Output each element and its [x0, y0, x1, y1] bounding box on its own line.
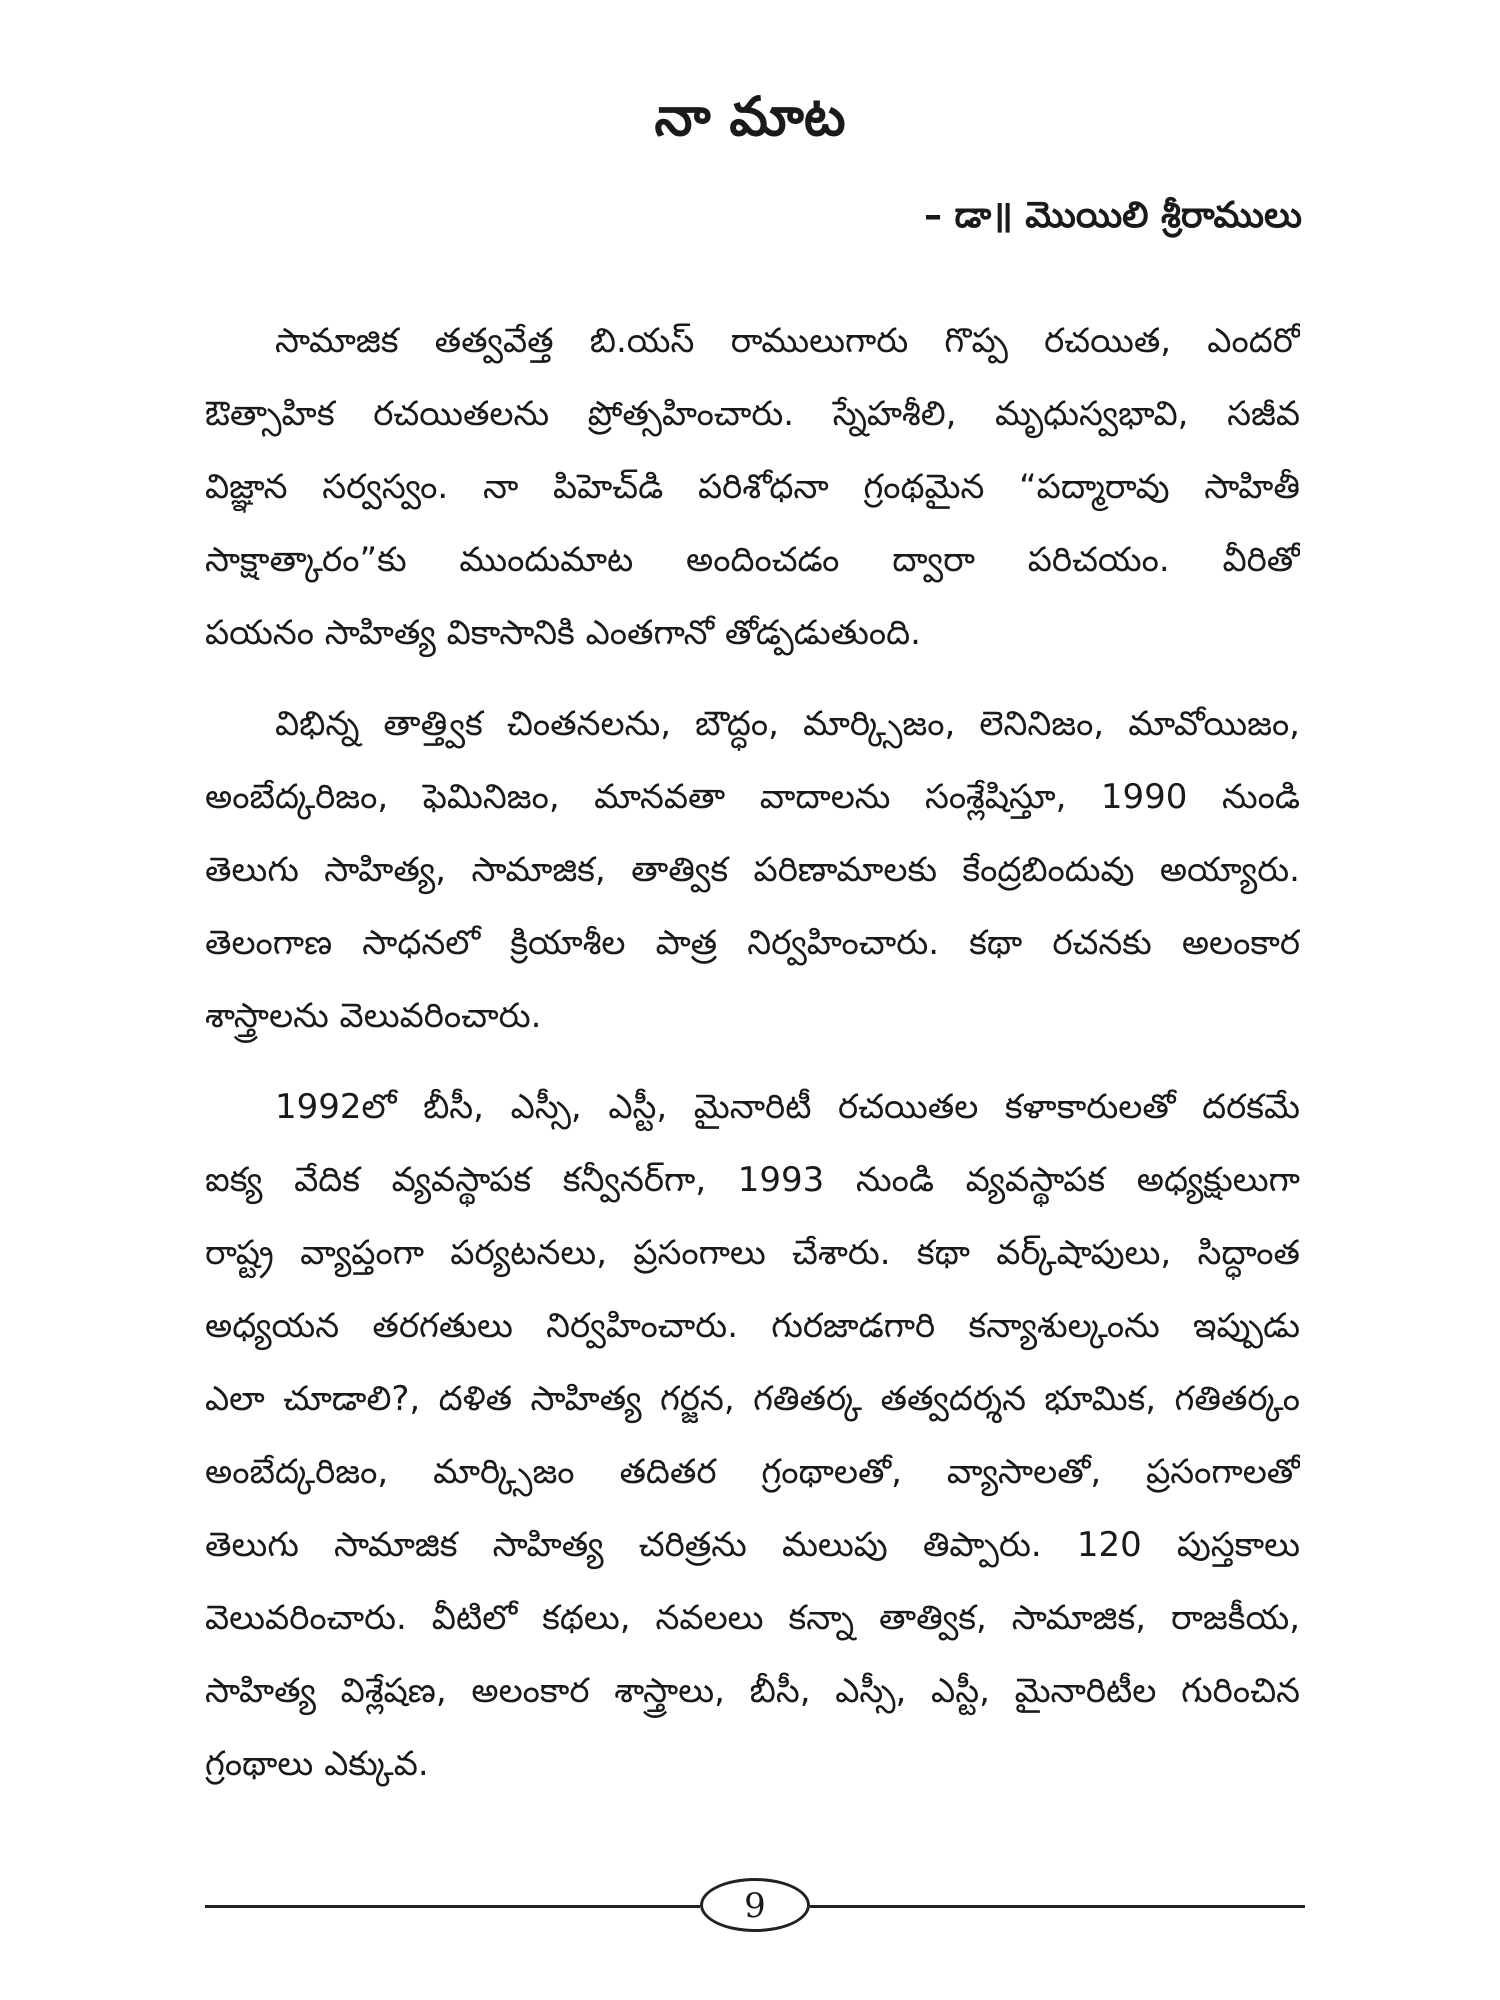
paragraph	[205, 1071, 1300, 1801]
text-line: రాష్ట్ర వ్యాప్తంగా పర్యటనలు, ప్రసంగాలు చేశారు. కథా వర్క్‌షాపులు, సిద్ధాంత	[205, 1233, 1300, 1273]
text-line: సామాజిక తత్వవేత్త బి.యస్ రాములుగారు గొప్ప రచయిత, ఎందరో	[275, 321, 1300, 361]
text-line: విజ్ఞాన సర్వస్వం. నా పిహెచ్‌డి పరిశోధనా గ్రంథమైన “పద్మారావు సాహితీ	[205, 467, 1300, 507]
text-line: ఎలా చూడాలి?, దళిత సాహిత్య గర్జన, గతితర్క తత్వదర్శన భూమిక, గతితర్కం	[205, 1379, 1300, 1419]
text-line: సాహిత్య విశ్లేషణ, అలంకార శాస్త్రాలు, బీసీ, ఎస్సీ, ఎస్టీ, మైనారిటీల గురించిన	[205, 1671, 1300, 1711]
page-footer	[205, 1878, 1305, 1934]
text-line: తెలుగు సామాజిక సాహిత్య చరిత్రను మలుపు తిప్పారు. 120 పుస్తకాలు	[205, 1525, 1300, 1565]
text-line: అంబేద్కరిజం, ఫెమినిజం, మానవతా వాదాలను సంశ్లేషిస్తూ, 1990 నుండి	[205, 777, 1300, 817]
text-line: విభిన్న తాత్త్విక చింతనలను, బౌద్ధం, మార్క్సిజం, లెనినిజం, మావోయిజం,	[275, 704, 1300, 744]
text-line: గ్రంథాలు ఎక్కువ.	[205, 1744, 429, 1784]
paragraph	[205, 688, 1300, 1053]
text-line: ఐక్య వేదిక వ్యవస్థాపక కన్వీనర్‌గా, 1993 నుండి వ్యవస్థాపక అధ్యక్షులుగా	[205, 1160, 1300, 1200]
footer-rule-right	[810, 1905, 1305, 1908]
footer-rule-left	[205, 1905, 700, 1908]
text-line: వెలువరించారు. వీటిలో కథలు, నవలలు కన్నా తాత్విక, సామాజిక, రాజకీయ,	[205, 1598, 1300, 1638]
text-line: అధ్యయన తరగతులు నిర్వహించారు. గురజాడగారి కన్యాశుల్కంను ఇప్పుడు	[205, 1306, 1300, 1346]
text-line: శాస్త్రాలను వెలువరించారు.	[205, 996, 542, 1036]
text-line: తెలంగాణ సాధనలో క్రియాశీల పాత్ర నిర్వహించారు. కథా రచనకు అలంకార	[205, 923, 1300, 963]
text-line: 1992లో బీసీ, ఎస్సీ, ఎస్టీ, మైనారిటీ రచయితల కళాకారులతో దరకమే	[275, 1087, 1300, 1127]
paragraph	[205, 305, 1300, 670]
page-number: 9	[700, 1878, 810, 1932]
text-line: పయనం సాహిత్య వికాసానికి ఎంతగానో తోడ్పడుతుంది.	[205, 613, 921, 653]
text-line: అంబేద్కరిజం, మార్క్సిజం తదితర గ్రంథాలతో, వ్యాసాలతో, ప్రసంగాలతో	[205, 1452, 1300, 1492]
body-text	[205, 305, 1300, 1819]
text-line: తెలుగు సాహిత్య, సామాజిక, తాత్విక పరిణామాలకు కేంద్రబిందువు అయ్యారు.	[205, 850, 1300, 890]
text-line: సాక్షాత్కారం”కు ముందుమాట అందించడం ద్వారా పరిచయం. వీరితో	[205, 540, 1300, 580]
page-title: నా మాట	[654, 85, 846, 148]
author-byline: – డా॥ మొయిలి శ్రీరాములు	[923, 195, 1302, 236]
text-line: ఔత్సాహిక రచయితలను ప్రోత్సహించారు. స్నేహశీలి, మృధుస్వభావి, సజీవ	[205, 394, 1300, 434]
